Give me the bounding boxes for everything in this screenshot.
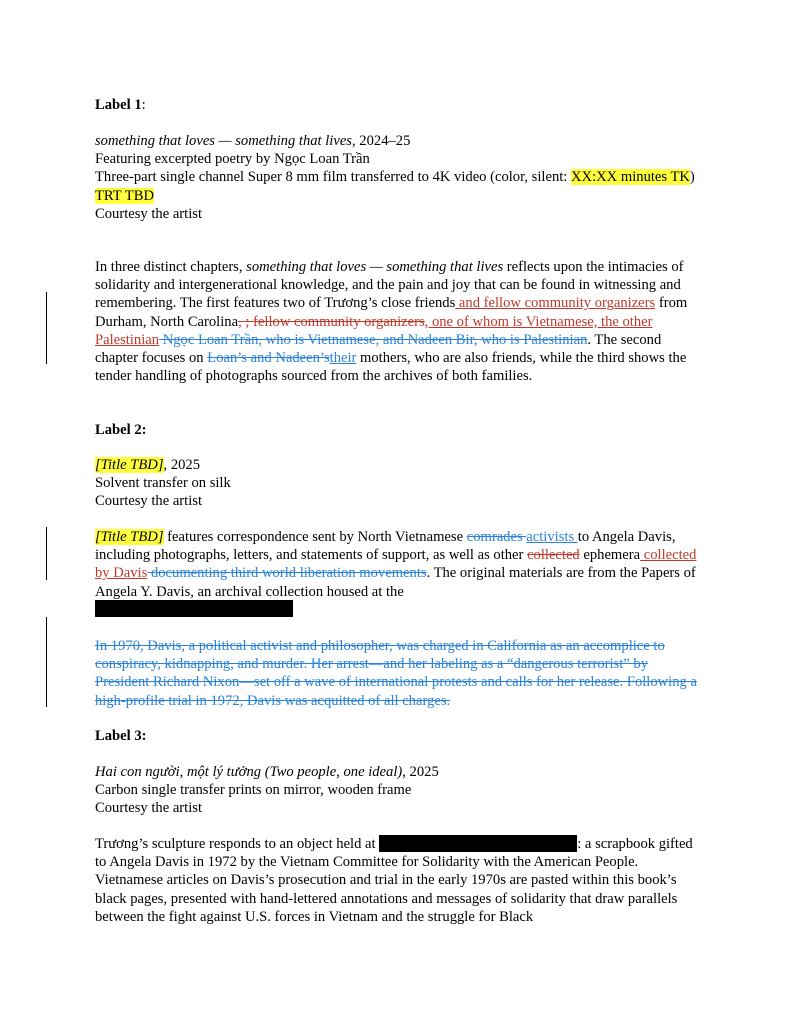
redaction-box-2 (379, 835, 577, 852)
label-3-caption: Hai con người, một lý tưởng (Two people, one ideal), 2025 Carbon single transfer prints on mirror, wooden frame Courtesy the artist (95, 763, 705, 818)
label-3-title: Hai con người, một lý tưởng (Two people, one ideal) (95, 764, 403, 780)
label-2-medium: Solvent transfer on silk (95, 475, 231, 492)
revision-bar-1 (46, 292, 47, 364)
label-2-heading: Label 2: (95, 422, 147, 438)
revision-bar-3 (46, 617, 47, 707)
label-2-caption: [Title TBD], 2025 Solvent transfer on silk Courtesy the artist (95, 456, 705, 511)
label-3-paragraph: Trương’s sculpture responds to an object held at : a scrapbook gifted to Angela Davis in 1972 by the Vietnam Committee for Solidarity with the American People. Vietnamese articles on Davis’s prosecution and trial in the early 1970s are pasted within this book’s black pages, presented with hand-lettered annotations and messages of solidarity that draw parallels between the fight against U.S. forces in Vietnam and the struggle for Black (95, 836, 693, 925)
label-3-medium: Carbon single transfer prints on mirror, wooden frame (95, 782, 412, 799)
label-2-paragraph: [Title TBD] features correspondence sent by North Vietnamese comrades activists to Angela Davis, including photographs, letters, and statements of support, as well as other collected ephemera collected by Davis documenting third world liberation movements. The original materials are from the Papers of Angela Y. Davis, an archival collection housed at the (95, 529, 697, 600)
label-3-courtesy: Courtesy the artist (95, 800, 203, 817)
redaction-box-1 (95, 600, 293, 617)
label-1-caption: something that loves — something that lives, 2024–25 Featuring excerpted poetry by Ngọc Loan Trần Three-part single channel Super 8 mm film transferred to 4K video (color, silent: XX:XX minutes TK) TRT TBD Courtesy the artist (95, 132, 705, 223)
label-1-heading: Label 1: (95, 97, 146, 113)
label-2-title: [Title TBD] (95, 457, 164, 473)
label-1-paragraph: In three distinct chapters, something that loves — something that lives reflects upon the intimacies of solidarity and intergenerational knowledge, and the pain and joy that can be found in witnessing and remembering. The first features two of Trương’s close friends and fellow community organizers from Durham, North Carolina, ; fellow community organizers, one of whom is Vietnamese, the other Palestinian Ngọc Loan Trần, who is Vietnamese, and Nadeen Bir, who is Palestinian. The second chapter focuses on Loan’s and Nadeen’stheir mothers, who are also friends, while the third shows the tender handling of photographs sourced from the archives of both families. (95, 259, 688, 385)
label-1-medium: Three-part single channel Super 8 mm film transferred to 4K video (color, silent: XX:XX minutes TK) (95, 169, 695, 186)
revision-bar-2 (46, 527, 47, 580)
label-3-heading: Label 3: (95, 728, 147, 744)
label-2-deleted-paragraph: In 1970, Davis, a political activist and philosopher, was charged in California as an accomplice to conspiracy, kidnapping, and murder. Her arrest—and her labeling as a “dangerous terrorist” by President Richard Nixon—set off a wave of international protests and calls for her release. Following a high-profile trial in 1972, Davis was acquitted of all charges. (95, 638, 697, 709)
label-1-featuring: Featuring excerpted poetry by Ngọc Loan Trần (95, 151, 370, 168)
label-1-courtesy: Courtesy the artist (95, 205, 203, 222)
label-1-trt: TRT TBD (95, 187, 154, 204)
label-1-title: something that loves — something that lives (95, 133, 352, 149)
label-2-courtesy: Courtesy the artist (95, 493, 203, 510)
